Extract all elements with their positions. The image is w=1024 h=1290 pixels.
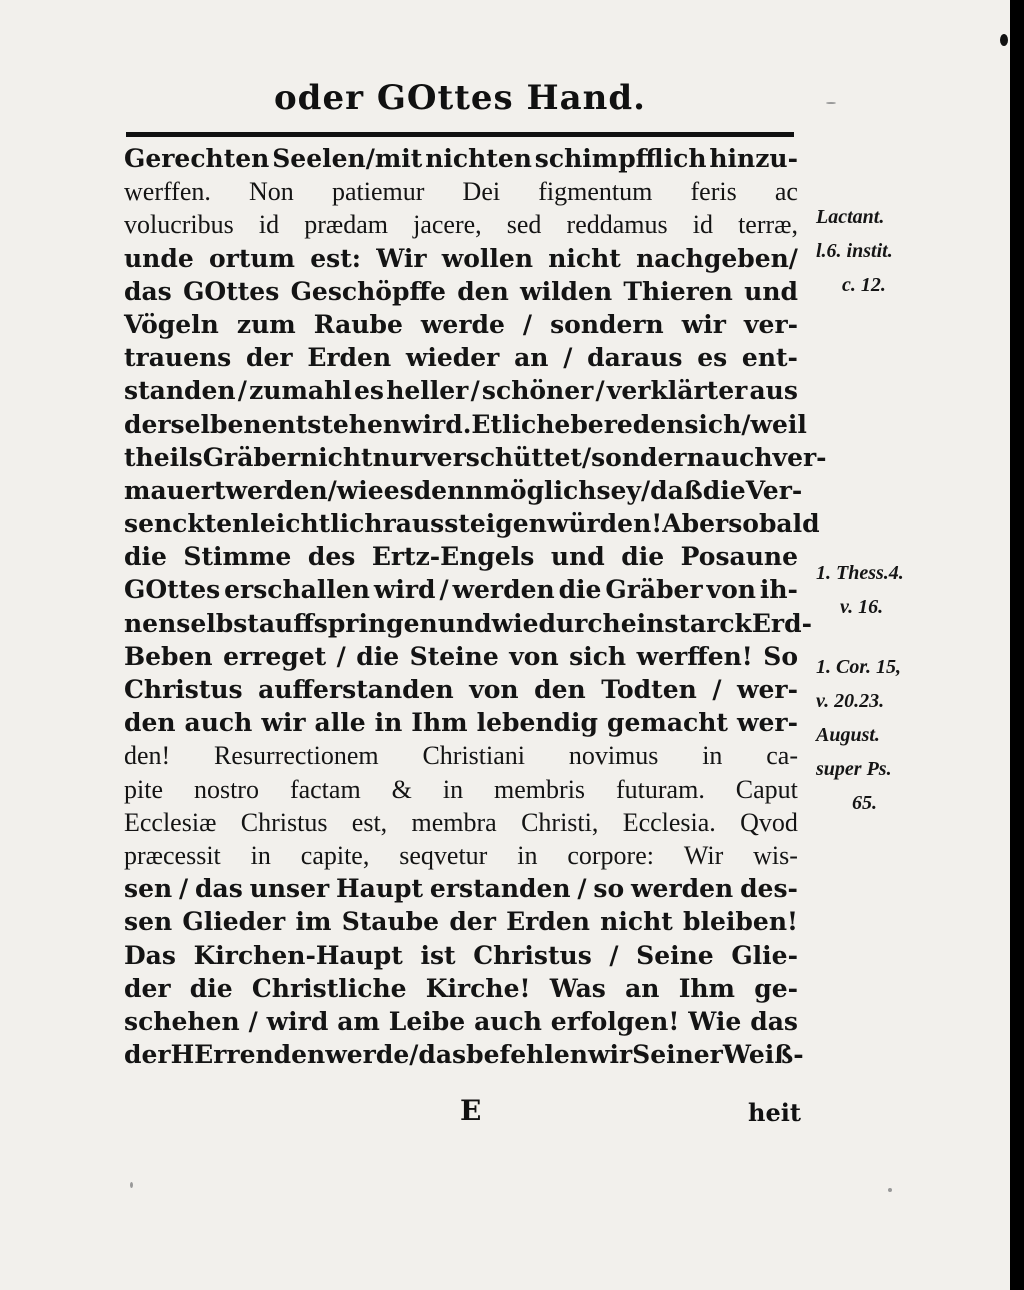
text-word: denn <box>413 475 484 505</box>
text-word: nicht <box>548 243 621 273</box>
text-word: Steine <box>409 641 499 671</box>
signature-mark: E <box>460 1094 482 1127</box>
text-word: Wir <box>376 243 427 273</box>
text-word: zumahl <box>249 376 352 406</box>
text-word: Leibe <box>388 1006 466 1036</box>
text-word: ein <box>620 608 665 638</box>
text-word: Non <box>249 177 294 207</box>
text-word: factam <box>289 774 361 804</box>
text-word: Dei <box>462 177 501 207</box>
text-word: die <box>621 542 665 572</box>
text-word: jacere, <box>413 210 482 240</box>
text-word: præcessit <box>124 840 221 870</box>
text-word: die <box>124 542 167 572</box>
text-word: nen <box>124 608 177 638</box>
running-title: oder GOttes Hand. <box>274 78 646 118</box>
text-word: der <box>246 343 293 373</box>
text-word: Qvod <box>740 807 798 837</box>
text-line <box>124 773 798 806</box>
text-word: wollen <box>441 243 534 273</box>
text-word: wer- <box>736 708 798 738</box>
text-word: / <box>248 1006 258 1036</box>
text-word: / <box>712 675 722 704</box>
text-word: Christus <box>473 940 592 970</box>
text-word: die <box>356 641 400 671</box>
text-line <box>124 607 812 640</box>
text-line <box>124 706 798 739</box>
text-word: von <box>706 575 756 605</box>
text-word: schehen <box>124 1006 240 1036</box>
text-word: corpore: <box>567 840 654 870</box>
text-word: Christiani <box>422 741 525 771</box>
text-word: der <box>124 973 171 1003</box>
text-line <box>124 441 827 474</box>
text-word: Raube <box>313 309 403 339</box>
text-word: in <box>250 840 271 870</box>
text-word: futuram. <box>616 774 705 804</box>
text-word: befehlen <box>466 1040 588 1070</box>
text-word: so <box>728 509 759 539</box>
text-word: Beben <box>124 641 213 671</box>
text-word: weil <box>750 409 807 439</box>
text-line <box>124 175 798 208</box>
text-word: und <box>437 608 492 638</box>
text-word: membra <box>411 807 497 837</box>
text-line <box>124 540 798 573</box>
paper-speck <box>826 102 836 104</box>
text-line <box>124 374 798 407</box>
text-word: Vögeln <box>124 309 219 339</box>
text-word: in <box>517 840 538 870</box>
text-word: reddamus <box>566 210 668 240</box>
text-line <box>124 806 798 839</box>
text-word: es <box>697 343 728 373</box>
text-word: Glie- <box>731 940 798 970</box>
text-word: prædam <box>304 210 388 240</box>
text-word: & <box>391 774 412 804</box>
text-word: derselben <box>124 409 262 439</box>
text-word: bald <box>758 509 820 539</box>
text-word: / <box>522 309 533 339</box>
text-line <box>124 573 798 606</box>
text-word: an <box>514 343 549 373</box>
text-line <box>124 507 820 540</box>
text-word: / <box>563 343 573 373</box>
text-word: Ertz-Engels <box>371 542 535 572</box>
text-word: wird <box>373 575 436 605</box>
text-word: / <box>640 475 651 505</box>
text-word: Was <box>549 973 606 1003</box>
text-word: Posaune <box>680 542 798 572</box>
text-word: bleiben! <box>683 907 798 937</box>
text-word: erreget <box>223 641 327 671</box>
text-word: gemacht <box>607 708 728 738</box>
text-word: wir <box>681 309 726 339</box>
header-rule <box>126 132 794 137</box>
text-word: Glieder <box>182 907 286 937</box>
marginal-note-aug-2: super Ps. <box>816 758 892 780</box>
text-word: Ihm <box>678 973 736 1003</box>
text-word: werffen! <box>636 641 753 671</box>
text-word: Geschöpffe <box>290 276 446 306</box>
text-word: Seelen/mit <box>272 144 423 173</box>
text-word: in <box>442 774 464 804</box>
text-word: / <box>741 409 751 439</box>
text-word: Caput <box>735 774 798 804</box>
text-word: GOttes <box>183 276 280 306</box>
text-word: wird. <box>401 409 472 439</box>
text-word: / <box>179 874 189 904</box>
text-line <box>124 341 798 374</box>
text-word: ist <box>420 940 456 970</box>
text-word: schimpfflich <box>534 144 707 173</box>
text-word: aufferstanden <box>258 675 454 704</box>
text-line <box>124 839 798 872</box>
text-word: Weiß- <box>722 1040 804 1070</box>
text-word: auch <box>474 1006 542 1036</box>
text-word: das <box>195 874 243 904</box>
text-word: Resurrectionem <box>214 741 379 771</box>
text-word: wir <box>261 708 306 738</box>
text-word: sondern <box>550 309 664 339</box>
text-word: möglich <box>483 475 597 505</box>
text-word: membris <box>494 774 586 804</box>
text-word: Christi, <box>521 807 599 837</box>
text-word: ver- <box>772 442 827 472</box>
text-word: / <box>336 641 346 671</box>
marginal-note-lactant-2: l.6. instit. <box>816 240 893 262</box>
text-word: daraus <box>587 343 683 373</box>
text-word: sich <box>684 409 742 439</box>
scan-border <box>1010 0 1024 1290</box>
marginal-note-cor-1: 1. Cor. 15, <box>816 656 902 678</box>
marginal-note-cor-2: v. 20.23. <box>816 690 885 712</box>
text-word: trauens <box>124 343 232 373</box>
text-word: und <box>744 276 798 306</box>
text-word: von <box>469 675 519 704</box>
text-word: so <box>593 874 625 904</box>
text-word: GOttes <box>124 575 221 605</box>
text-word: wie <box>491 608 539 638</box>
text-word: der <box>449 907 496 937</box>
text-word: theils <box>124 442 203 472</box>
text-word: Gerechten <box>124 144 270 173</box>
text-word: sen <box>124 874 173 904</box>
text-word: feris <box>690 177 737 207</box>
text-line <box>124 1038 804 1071</box>
text-word: aus <box>749 376 798 406</box>
text-word: Christliche <box>251 973 407 1003</box>
main-text-block <box>124 142 827 1071</box>
text-word: / <box>439 575 449 605</box>
text-word: Christus <box>240 807 328 837</box>
text-word: heller <box>386 376 469 406</box>
text-word: / <box>577 874 587 904</box>
text-word: das <box>750 1006 798 1036</box>
text-word: sondern <box>591 442 705 472</box>
text-line <box>124 905 798 938</box>
text-word: ver- <box>744 309 798 339</box>
text-word: ac <box>774 177 798 207</box>
text-word: Todten <box>601 675 697 704</box>
text-word: Aber <box>662 509 729 539</box>
paper-speck <box>888 1188 892 1192</box>
text-word: nichten <box>425 144 532 173</box>
text-word: est, <box>351 807 388 837</box>
text-word: / <box>595 376 605 406</box>
text-word: wieder <box>405 343 500 373</box>
text-word: Gräber <box>202 442 300 472</box>
text-word: ortum <box>208 243 295 273</box>
text-word: Erden <box>506 907 590 937</box>
marginal-note-lactant-3: c. 12. <box>842 274 886 296</box>
text-word: erstanden <box>429 874 571 904</box>
text-word: volucribus <box>124 210 234 240</box>
text-word: werffen. <box>124 177 211 207</box>
text-word: Seine <box>636 940 714 970</box>
text-word: id <box>258 210 280 240</box>
text-word: id <box>692 210 713 240</box>
text-word: Thieren <box>623 276 733 306</box>
text-word: lebendig <box>476 708 599 738</box>
text-line <box>124 1005 798 1038</box>
text-word: im <box>295 907 332 937</box>
text-word: leichtlich <box>250 509 383 539</box>
text-word: werden <box>631 874 734 904</box>
marginal-note-lactant-1: Lactant. <box>816 206 885 228</box>
text-word: Ecclesia. <box>622 807 716 837</box>
text-line <box>124 208 798 241</box>
text-line <box>124 939 798 972</box>
text-word: würden! <box>546 509 663 539</box>
text-line <box>124 739 798 772</box>
text-word: sed <box>506 210 542 240</box>
text-word: raus <box>382 509 445 539</box>
text-word: enden <box>239 1040 326 1070</box>
text-word: starck <box>664 608 752 638</box>
text-word: ih- <box>759 575 798 605</box>
text-word: wilden <box>520 276 613 306</box>
text-word: auch <box>184 708 253 738</box>
text-word: ent- <box>741 343 798 373</box>
text-word: unser <box>249 874 330 904</box>
text-word: daß <box>650 475 703 505</box>
text-word: von <box>509 641 559 671</box>
text-word: verschüttet <box>422 442 582 472</box>
text-word: Kirchen-Haupt <box>193 940 403 970</box>
text-word: / <box>237 376 247 406</box>
text-word: Wir <box>683 840 724 870</box>
text-word: verklärter <box>606 376 748 406</box>
text-line <box>124 275 798 308</box>
text-word: Ihm <box>411 708 468 738</box>
text-word: est: <box>310 243 361 273</box>
marginal-note-thess-2: v. 16. <box>840 596 884 618</box>
text-word: wis- <box>753 840 798 870</box>
text-word: an <box>625 973 660 1003</box>
text-word: / <box>470 376 480 406</box>
text-word: sey <box>596 475 641 505</box>
text-line <box>124 872 798 905</box>
text-line <box>124 972 798 1005</box>
text-word: erschallen <box>224 575 370 605</box>
text-word: werden <box>225 475 328 505</box>
ink-blot <box>1000 34 1008 46</box>
text-word: erfolgen! <box>550 1006 680 1036</box>
text-word: es <box>354 376 384 406</box>
text-word: entstehen <box>261 409 402 439</box>
text-word: sich <box>569 641 627 671</box>
text-word: selbst <box>176 608 259 638</box>
text-word: in <box>374 708 403 738</box>
text-line <box>124 308 798 341</box>
text-word: Das <box>124 940 176 970</box>
text-word: Etliche <box>471 409 571 439</box>
text-word: den! <box>124 741 171 771</box>
text-line <box>124 408 807 441</box>
text-word: ge- <box>754 973 798 1003</box>
text-word: Kirche! <box>425 973 531 1003</box>
text-word: auch <box>704 442 773 472</box>
text-word: Wie <box>688 1006 742 1036</box>
text-line <box>124 673 798 706</box>
text-word: des- <box>740 874 798 904</box>
text-word: Staube <box>341 907 440 937</box>
text-word: Seiner <box>632 1040 723 1070</box>
text-word: den <box>457 276 509 306</box>
text-word: der <box>124 1040 171 1070</box>
text-word: die <box>189 973 233 1003</box>
text-word: die <box>702 475 746 505</box>
text-word: werde/das <box>325 1040 467 1070</box>
text-word: am <box>337 1006 380 1036</box>
text-word: capite, <box>300 840 370 870</box>
text-word: standen <box>124 376 236 406</box>
text-word: steigen <box>444 509 547 539</box>
text-word: nur <box>372 442 423 472</box>
text-word: So <box>763 641 798 671</box>
text-word: novimus <box>568 741 659 771</box>
text-word: durch <box>538 608 621 638</box>
text-word: werden <box>452 575 555 605</box>
text-word: / <box>581 442 592 472</box>
text-word: wir <box>587 1040 633 1070</box>
text-word: wie <box>336 475 384 505</box>
text-word: terræ, <box>738 210 798 240</box>
text-word: das <box>124 276 172 306</box>
text-word: und <box>550 542 605 572</box>
text-word: mauert <box>124 475 226 505</box>
text-word: Gräber <box>605 575 703 605</box>
text-word: patiemur <box>331 177 425 207</box>
text-word: Erden <box>307 343 392 373</box>
catchword: heit <box>748 1098 801 1127</box>
text-word: sen <box>124 907 173 937</box>
text-line <box>124 242 798 275</box>
text-word: den <box>124 708 176 738</box>
text-word: schöner <box>481 376 594 406</box>
marginal-note-aug-1: August. <box>816 724 880 746</box>
text-word: es <box>383 475 414 505</box>
text-word: alle <box>314 708 366 738</box>
text-word: senckten <box>124 509 251 539</box>
text-line <box>124 474 803 507</box>
text-word: bereden <box>570 409 685 439</box>
text-word: / <box>327 475 337 505</box>
text-word: zum <box>236 309 296 339</box>
text-word: in <box>702 741 723 771</box>
text-word: Haupt <box>336 874 424 904</box>
text-word: nachgeben/ <box>636 243 798 273</box>
marginal-note-thess-1: 1. Thess.4. <box>816 562 904 584</box>
text-word: nicht <box>299 442 373 472</box>
text-word: Christus <box>124 675 243 704</box>
text-word: figmentum <box>538 177 653 207</box>
text-word: / <box>609 940 619 970</box>
text-word: seqvetur <box>399 840 488 870</box>
text-word: den <box>534 675 586 704</box>
paper-speck <box>130 1182 133 1188</box>
text-word: unde <box>124 243 194 273</box>
text-word: hinzu- <box>709 144 798 173</box>
text-word: des <box>307 542 356 572</box>
text-line <box>124 640 798 673</box>
text-line <box>124 142 798 175</box>
text-word: wer- <box>736 675 798 704</box>
text-word: Ver- <box>745 475 803 505</box>
text-word: Ecclesiæ <box>124 807 217 837</box>
text-word: nicht <box>600 907 673 937</box>
text-word: werde <box>420 309 505 339</box>
text-word: pite <box>124 774 163 804</box>
text-word: auffspringen <box>258 608 438 638</box>
text-word: nostro <box>193 774 259 804</box>
marginal-note-aug-3: 65. <box>852 792 877 814</box>
text-word: HErr <box>170 1040 240 1070</box>
text-word: ca- <box>766 741 798 771</box>
text-word: die <box>558 575 602 605</box>
text-word: wird <box>266 1006 329 1036</box>
text-word: Stimme <box>183 542 292 572</box>
text-word: Erd- <box>751 608 812 638</box>
